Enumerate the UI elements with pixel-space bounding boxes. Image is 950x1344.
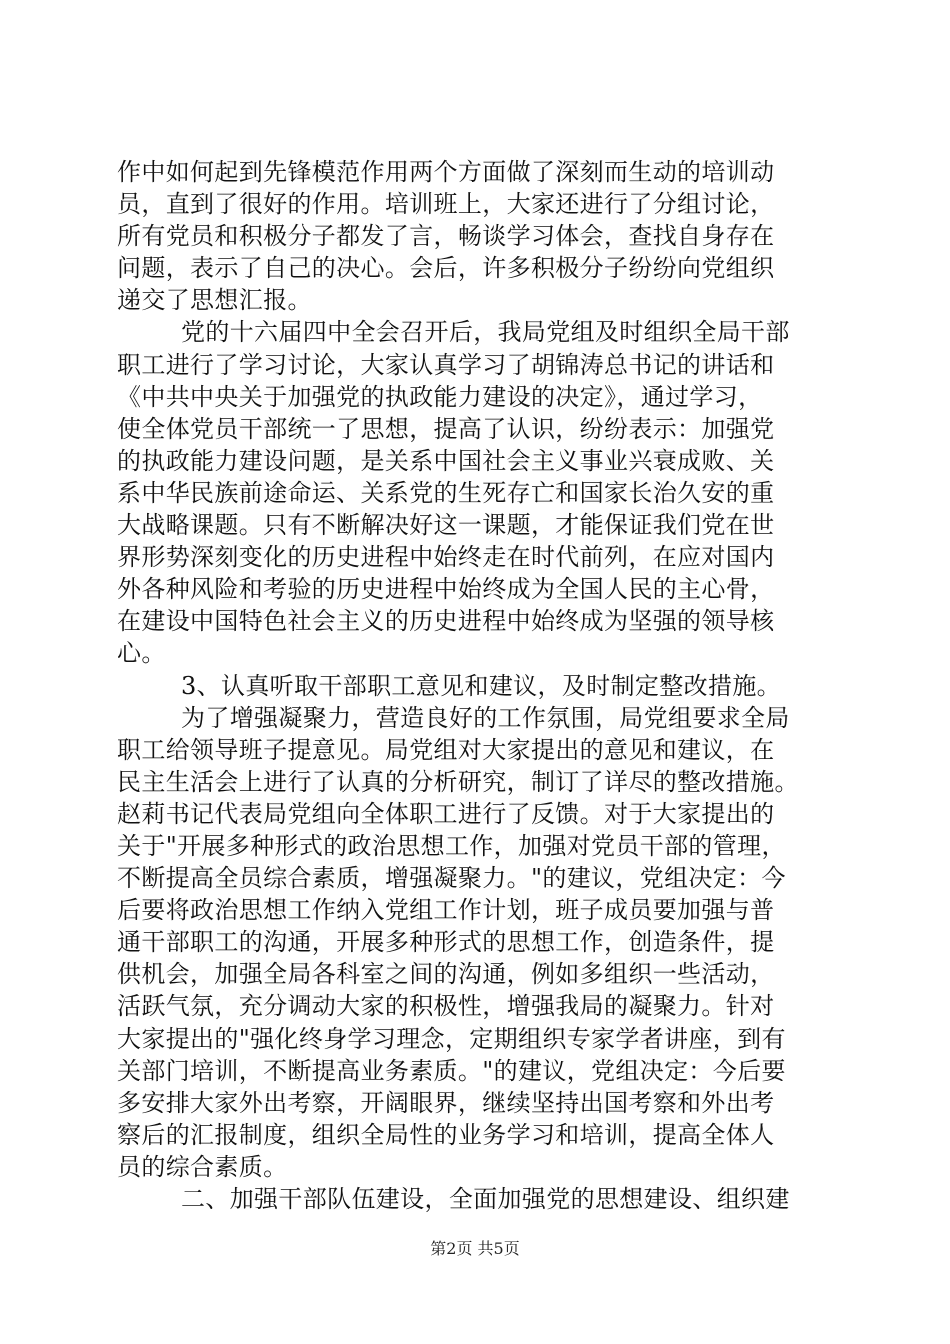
text-line: 民主生活会上进行了认真的分析研究，制订了详尽的整改措施。 bbox=[117, 767, 799, 796]
text-line: 员，直到了很好的作用。培训班上，大家还进行了分组讨论， bbox=[117, 190, 775, 219]
text-line: 通干部职工的沟通，开展多种形式的思想工作，创造条件，提 bbox=[117, 928, 775, 957]
text-line: 大家提出的"强化终身学习理念，定期组织专家学者讲座，到有 bbox=[117, 1024, 786, 1053]
text-line: 大战略课题。只有不断解决好这一课题，才能保证我们党在世 bbox=[117, 511, 775, 540]
text-line: 3、认真听取干部职工意见和建议，及时制定整改措施。 bbox=[181, 671, 782, 700]
text-line: 供机会，加强全局各科室之间的沟通，例如多组织一些活动， bbox=[117, 960, 775, 989]
text-line: 系中华民族前途命运、关系党的生死存亡和国家长治久安的重 bbox=[117, 478, 775, 507]
text-line: 问题，表示了自己的决心。会后，许多积极分子纷纷向党组织 bbox=[117, 254, 775, 283]
text-line: 关部门培训，不断提高业务素质。"的建议，党组决定：今后要 bbox=[117, 1056, 786, 1085]
text-line: 外各种风险和考验的历史进程中始终成为全国人民的主心骨， bbox=[117, 575, 775, 604]
text-line: 为了增强凝聚力，营造良好的工作氛围，局党组要求全局 bbox=[181, 703, 790, 732]
text-line: 二、加强干部队伍建设，全面加强党的思想建设、组织建 bbox=[181, 1185, 790, 1213]
text-line: 赵莉书记代表局党组向全体职工进行了反馈。对于大家提出的 bbox=[117, 799, 775, 828]
text-line: 心。 bbox=[117, 639, 166, 668]
text-line: 党的十六届四中全会召开后，我局党组及时组织全局干部 bbox=[181, 318, 790, 347]
text-line: 在建设中国特色社会主义的历史进程中始终成为坚强的领导核 bbox=[117, 607, 775, 636]
text-line: 所有党员和积极分子都发了言，畅谈学习体会，查找自身存在 bbox=[117, 222, 775, 251]
text-line: 使全体党员干部统一了思想，提高了认识，纷纷表示：加强党 bbox=[117, 414, 775, 443]
text-line: 递交了思想汇报。 bbox=[117, 286, 312, 315]
text-line: 界形势深刻变化的历史进程中始终走在时代前列，在应对国内 bbox=[117, 543, 775, 572]
document-body bbox=[117, 156, 837, 1215]
text-line: 察后的汇报制度，组织全局性的业务学习和培训，提高全体人 bbox=[117, 1120, 775, 1149]
text-line: 后要将政治思想工作纳入党组工作计划，班子成员要加强与普 bbox=[117, 896, 775, 925]
text-line: 不断提高全员综合素质，增强凝聚力。"的建议，党组决定：今 bbox=[117, 864, 786, 893]
text-line: 职工给领导班子提意见。局党组对大家提出的意见和建议，在 bbox=[117, 735, 775, 764]
page-footer: 第2页 共5页 bbox=[430, 1239, 520, 1258]
text-line: 《中共中央关于加强党的执政能力建设的决定》，通过学习， bbox=[117, 382, 763, 411]
text-line: 作中如何起到先锋模范作用两个方面做了深刻而生动的培训动 bbox=[117, 158, 775, 186]
text-line: 活跃气氛，充分调动大家的积极性，增强我局的凝聚力。针对 bbox=[117, 992, 775, 1021]
text-line: 的执政能力建设问题，是关系中国社会主义事业兴衰成败、关 bbox=[117, 446, 775, 475]
text-line: 职工进行了学习讨论，大家认真学习了胡锦涛总书记的讲话和 bbox=[117, 350, 775, 379]
text-line: 多安排大家外出考察，开阔眼界，继续坚持出国考察和外出考 bbox=[117, 1088, 775, 1117]
text-line: 员的综合素质。 bbox=[117, 1152, 288, 1181]
text-line: 关于"开展多种形式的政治思想工作，加强对党员干部的管理， bbox=[117, 831, 786, 860]
